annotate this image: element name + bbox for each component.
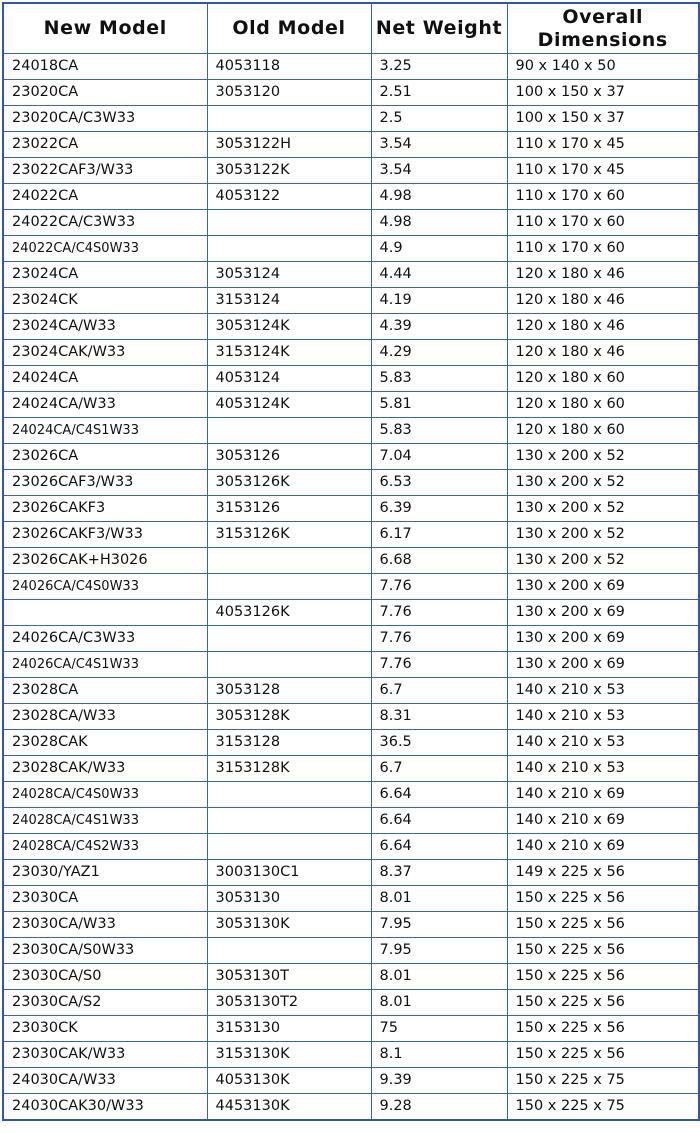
net-weight-cell: 2.51 [371,80,507,106]
dimensions-cell: 130 x 200 x 52 [507,548,699,574]
dimensions-cell: 150 x 225 x 56 [507,1042,699,1068]
new-model-cell: 23024CA/W33 [3,314,207,340]
table-row [3,548,699,574]
table-row [3,522,699,548]
old-model-cell: 4453130K [207,1094,371,1121]
dimensions-cell: 150 x 225 x 75 [507,1094,699,1121]
dimensions-cell: 120 x 180 x 60 [507,392,699,418]
dimensions-cell: 130 x 200 x 69 [507,652,699,678]
new-model-cell: 24030CA/W33 [3,1068,207,1094]
dimensions-cell: 130 x 200 x 52 [507,470,699,496]
net-weight-cell: 7.76 [371,600,507,626]
old-model-cell [207,418,371,444]
table-row [3,418,699,444]
net-weight-cell: 6.53 [371,470,507,496]
net-weight-cell: 6.68 [371,548,507,574]
table-row [3,834,699,860]
table-row [3,730,699,756]
bearing-spec-table [2,2,700,1121]
new-model-cell: 23030/YAZ1 [3,860,207,886]
table-row [3,444,699,470]
new-model-cell: 24024CA/C4S1W33 [3,418,207,444]
header-overall-line2: Dimensions [537,28,668,51]
dimensions-cell: 130 x 200 x 69 [507,626,699,652]
new-model-cell: 23020CA [3,80,207,106]
old-model-cell: 4053122 [207,184,371,210]
old-model-cell: 3153130 [207,1016,371,1042]
table-row [3,938,699,964]
net-weight-cell: 5.81 [371,392,507,418]
net-weight-cell: 7.95 [371,912,507,938]
new-model-cell: 24024CA [3,366,207,392]
table-row [3,106,699,132]
dimensions-cell: 150 x 225 x 56 [507,990,699,1016]
table-row [3,288,699,314]
table-row [3,964,699,990]
new-model-cell: 24026CA/C4S1W33 [3,652,207,678]
net-weight-cell: 8.37 [371,860,507,886]
dimensions-cell: 110 x 170 x 45 [507,132,699,158]
new-model-cell: 23030CK [3,1016,207,1042]
new-model-cell: 23030CA [3,886,207,912]
dimensions-cell: 150 x 225 x 56 [507,912,699,938]
dimensions-cell: 120 x 180 x 60 [507,366,699,392]
new-model-cell: 23030CA/W33 [3,912,207,938]
old-model-cell: 3153124 [207,288,371,314]
old-model-cell [207,652,371,678]
old-model-cell [207,574,371,600]
net-weight-cell: 6.17 [371,522,507,548]
old-model-cell [207,236,371,262]
header-overall-line1: Overall [562,5,644,28]
new-model-cell: 23028CA [3,678,207,704]
net-weight-cell: 6.64 [371,808,507,834]
dimensions-cell: 130 x 200 x 52 [507,522,699,548]
net-weight-cell: 7.04 [371,444,507,470]
net-weight-cell: 4.9 [371,236,507,262]
new-model-cell: 24028CA/C4S2W33 [3,834,207,860]
dimensions-cell: 140 x 210 x 69 [507,808,699,834]
old-model-cell: 4053118 [207,54,371,80]
dimensions-cell: 140 x 210 x 53 [507,678,699,704]
net-weight-cell: 6.7 [371,756,507,782]
header-old-model: Old Model [207,3,371,54]
table-row [3,236,699,262]
net-weight-cell: 4.44 [371,262,507,288]
dimensions-cell: 110 x 170 x 60 [507,236,699,262]
old-model-cell: 3153124K [207,340,371,366]
table-row [3,574,699,600]
old-model-cell: 3053128K [207,704,371,730]
header-new-model: New Model [3,3,207,54]
dimensions-cell: 120 x 180 x 46 [507,288,699,314]
dimensions-cell: 120 x 180 x 46 [507,262,699,288]
dimensions-cell: 130 x 200 x 52 [507,496,699,522]
old-model-cell [207,106,371,132]
net-weight-cell: 36.5 [371,730,507,756]
new-model-cell [3,600,207,626]
new-model-cell: 23026CA [3,444,207,470]
old-model-cell: 3053124 [207,262,371,288]
net-weight-cell: 6.39 [371,496,507,522]
net-weight-cell: 3.25 [371,54,507,80]
table-row [3,80,699,106]
dimensions-cell: 100 x 150 x 37 [507,80,699,106]
new-model-cell: 23022CA [3,132,207,158]
new-model-cell: 23026CAF3/W33 [3,470,207,496]
net-weight-cell: 7.76 [371,626,507,652]
old-model-cell: 4053126K [207,600,371,626]
new-model-cell: 23028CAK/W33 [3,756,207,782]
table-row [3,496,699,522]
table-row [3,860,699,886]
dimensions-cell: 150 x 225 x 56 [507,886,699,912]
net-weight-cell: 9.28 [371,1094,507,1121]
dimensions-cell: 120 x 180 x 46 [507,314,699,340]
old-model-cell [207,210,371,236]
old-model-cell: 3053130T2 [207,990,371,1016]
net-weight-cell: 7.76 [371,574,507,600]
dimensions-cell: 150 x 225 x 75 [507,1068,699,1094]
new-model-cell: 23030CA/S0W33 [3,938,207,964]
dimensions-cell: 110 x 170 x 45 [507,158,699,184]
table-row [3,366,699,392]
table-row [3,392,699,418]
new-model-cell: 23030CA/S2 [3,990,207,1016]
table-row [3,1068,699,1094]
old-model-cell: 4053124K [207,392,371,418]
old-model-cell [207,938,371,964]
old-model-cell: 3053122K [207,158,371,184]
new-model-cell: 23026CAKF3/W33 [3,522,207,548]
old-model-cell: 3053124K [207,314,371,340]
new-model-cell: 24024CA/W33 [3,392,207,418]
old-model-cell: 3053122H [207,132,371,158]
new-model-cell: 24028CA/C4S1W33 [3,808,207,834]
net-weight-cell: 8.1 [371,1042,507,1068]
new-model-cell: 24018CA [3,54,207,80]
net-weight-cell: 8.01 [371,990,507,1016]
header-net-weight: Net Weight [371,3,507,54]
dimensions-cell: 150 x 225 x 56 [507,938,699,964]
old-model-cell: 3053128 [207,678,371,704]
old-model-cell [207,834,371,860]
table-row [3,912,699,938]
table-row [3,132,699,158]
table-row [3,184,699,210]
table-body [3,54,699,1121]
dimensions-cell: 150 x 225 x 56 [507,1016,699,1042]
dimensions-cell: 130 x 200 x 69 [507,574,699,600]
table-row [3,808,699,834]
old-model-cell [207,808,371,834]
old-model-cell: 3053130K [207,912,371,938]
dimensions-cell: 100 x 150 x 37 [507,106,699,132]
net-weight-cell: 7.95 [371,938,507,964]
new-model-cell: 24026CA/C3W33 [3,626,207,652]
old-model-cell [207,548,371,574]
table-row [3,210,699,236]
table-row [3,886,699,912]
old-model-cell [207,626,371,652]
dimensions-cell: 130 x 200 x 52 [507,444,699,470]
table-row [3,678,699,704]
new-model-cell: 23028CA/W33 [3,704,207,730]
old-model-cell: 3053130T [207,964,371,990]
net-weight-cell: 4.98 [371,184,507,210]
header-overall-dimensions [507,3,699,54]
old-model-cell: 3153128K [207,756,371,782]
table-row [3,782,699,808]
old-model-cell: 3153126 [207,496,371,522]
net-weight-cell: 8.01 [371,964,507,990]
new-model-cell: 24028CA/C4S0W33 [3,782,207,808]
net-weight-cell: 8.31 [371,704,507,730]
new-model-cell: 23022CAF3/W33 [3,158,207,184]
old-model-cell [207,782,371,808]
new-model-cell: 23026CAK+H3026 [3,548,207,574]
dimensions-cell: 130 x 200 x 69 [507,600,699,626]
table-header [3,3,699,54]
dimensions-cell: 149 x 225 x 56 [507,860,699,886]
old-model-cell: 4053124 [207,366,371,392]
new-model-cell: 23020CA/C3W33 [3,106,207,132]
old-model-cell: 3053120 [207,80,371,106]
net-weight-cell: 6.64 [371,834,507,860]
new-model-cell: 23024CAK/W33 [3,340,207,366]
new-model-cell: 24022CA/C4S0W33 [3,236,207,262]
table-row [3,1094,699,1121]
old-model-cell: 3153130K [207,1042,371,1068]
dimensions-cell: 120 x 180 x 60 [507,418,699,444]
old-model-cell: 3053130 [207,886,371,912]
dimensions-cell: 110 x 170 x 60 [507,210,699,236]
table-row [3,626,699,652]
net-weight-cell: 4.29 [371,340,507,366]
net-weight-cell: 4.19 [371,288,507,314]
old-model-cell: 3153126K [207,522,371,548]
dimensions-cell: 140 x 210 x 53 [507,730,699,756]
net-weight-cell: 8.01 [371,886,507,912]
dimensions-cell: 140 x 210 x 69 [507,834,699,860]
dimensions-cell: 140 x 210 x 53 [507,756,699,782]
header-row [3,3,699,54]
table-row [3,600,699,626]
new-model-cell: 23030CA/S0 [3,964,207,990]
dimensions-cell: 140 x 210 x 53 [507,704,699,730]
net-weight-cell: 4.39 [371,314,507,340]
dimensions-cell: 110 x 170 x 60 [507,184,699,210]
table-row [3,54,699,80]
new-model-cell: 24026CA/C4S0W33 [3,574,207,600]
dimensions-cell: 90 x 140 x 50 [507,54,699,80]
table-row [3,314,699,340]
table-row [3,704,699,730]
table-row [3,262,699,288]
old-model-cell: 3153128 [207,730,371,756]
net-weight-cell: 6.64 [371,782,507,808]
net-weight-cell: 4.98 [371,210,507,236]
net-weight-cell: 3.54 [371,132,507,158]
net-weight-cell: 7.76 [371,652,507,678]
table-row [3,756,699,782]
dimensions-cell: 150 x 225 x 56 [507,964,699,990]
table-row [3,990,699,1016]
new-model-cell: 23030CAK/W33 [3,1042,207,1068]
table-row [3,1016,699,1042]
net-weight-cell: 9.39 [371,1068,507,1094]
dimensions-cell: 140 x 210 x 69 [507,782,699,808]
table-row [3,470,699,496]
table-row [3,1042,699,1068]
old-model-cell: 3003130C1 [207,860,371,886]
new-model-cell: 23026CAKF3 [3,496,207,522]
net-weight-cell: 5.83 [371,366,507,392]
new-model-cell: 24030CAK30/W33 [3,1094,207,1121]
new-model-cell: 24022CA [3,184,207,210]
dimensions-cell: 120 x 180 x 46 [507,340,699,366]
net-weight-cell: 5.83 [371,418,507,444]
old-model-cell: 3053126 [207,444,371,470]
old-model-cell: 3053126K [207,470,371,496]
new-model-cell: 24022CA/C3W33 [3,210,207,236]
old-model-cell: 4053130K [207,1068,371,1094]
new-model-cell: 23024CK [3,288,207,314]
net-weight-cell: 2.5 [371,106,507,132]
table-row [3,340,699,366]
net-weight-cell: 75 [371,1016,507,1042]
new-model-cell: 23028CAK [3,730,207,756]
net-weight-cell: 3.54 [371,158,507,184]
table-row [3,652,699,678]
net-weight-cell: 6.7 [371,678,507,704]
new-model-cell: 23024CA [3,262,207,288]
table-row [3,158,699,184]
